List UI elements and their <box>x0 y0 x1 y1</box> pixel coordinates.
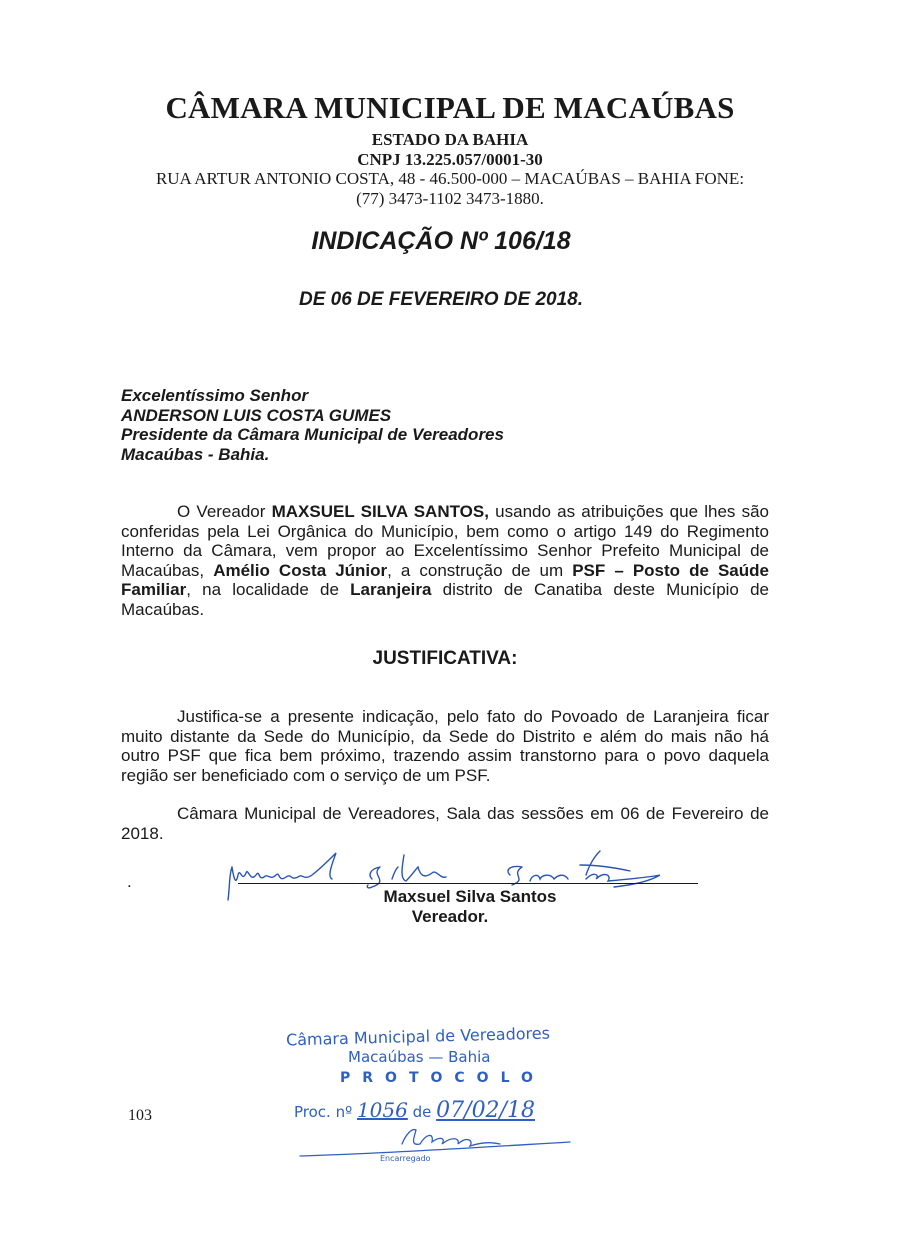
protocol-stamp <box>270 1020 590 1180</box>
addressee-location: Macaúbas - Bahia. <box>121 444 270 464</box>
addressee-salutation: Excelentíssimo Senhor <box>121 386 309 405</box>
signature-line <box>238 883 698 884</box>
cnpj: CNPJ 13.225.057/0001-30 <box>357 150 543 169</box>
signer-role: Vereador. <box>411 907 489 926</box>
stamp-chamber-name: Câmara Municipal de Vereadores <box>285 1023 551 1050</box>
address-line-1: RUA ARTUR ANTONIO COSTA, 48 - 46.500-000 – MACAÚBAS – BAHIA FONE: <box>155 169 745 188</box>
chamber-title: CÂMARA MUNICIPAL DE MACAÚBAS <box>165 90 735 125</box>
justification-heading: JUSTIFICATIVA: <box>372 648 518 669</box>
stray-dot: . <box>127 872 132 891</box>
addressee-block <box>121 386 504 464</box>
closing-paragraph: Câmara Municipal de Vereadores, Sala das sessões em 06 de Fevereiro de 2018. <box>121 804 769 843</box>
document-title: INDICAÇÃO Nº 106/18 <box>311 227 571 255</box>
stamp-city: Macaúbas — Bahia <box>348 1048 491 1066</box>
document-date: DE 06 DE FEVEREIRO DE 2018. <box>298 289 584 310</box>
locality-name: Laranjeira <box>350 580 432 600</box>
state-name: ESTADO DA BAHIA <box>371 130 529 149</box>
stamp-protocol-label: PROTOCOLO <box>340 1070 545 1086</box>
psf-name: PSF – Posto de Saúde Familiar <box>121 560 769 600</box>
page-number: 103 <box>128 1107 152 1124</box>
addressee-position: Presidente da Câmara Municipal de Vereadores <box>121 425 504 444</box>
stamp-process-number: 1056 <box>356 1098 408 1122</box>
stamp-clerk-label: Encarregado <box>380 1154 431 1163</box>
mayor-name: Amélio Costa Júnior <box>213 560 388 580</box>
justification-paragraph: Justifica-se a presente indicação, pelo fato do Povoado de Laranjeira ficar muito distante da Sede do Município, da Sede do Distrito e além do mais não há outro PSF que fica bem próximo, trazendo assim transtorno para o povo daquela região ser beneficiado com o serviço de um PSF. <box>121 707 769 785</box>
body-paragraph: O Vereador MAXSUEL SILVA SANTOS, usando as atribuições que lhes são conferidas pela Lei Orgânica do Município, bem como o artigo 149 do Regimento Interno da Câmara, vem propor ao Excelentíssimo Senhor Prefeito Municipal de Macaúbas, Amélio Costa Júnior, a construção de um PSF – Posto de Saúde Familiar, na localidade de Laranjeira distrito de Canatiba deste Município de Macaúbas. <box>121 502 770 619</box>
stamp-process-line: Proc. nº 1056 de 07/02/18 <box>294 1098 535 1123</box>
councilor-name: MAXSUEL SILVA SANTOS, <box>271 502 489 521</box>
stamp-date: 07/02/18 <box>436 1098 535 1123</box>
address-line-2: (77) 3473-1102 3473-1880. <box>356 189 544 208</box>
addressee-name: ANDERSON LUIS COSTA GUMES <box>121 405 392 425</box>
signer-name: Maxsuel Silva Santos <box>383 887 557 906</box>
